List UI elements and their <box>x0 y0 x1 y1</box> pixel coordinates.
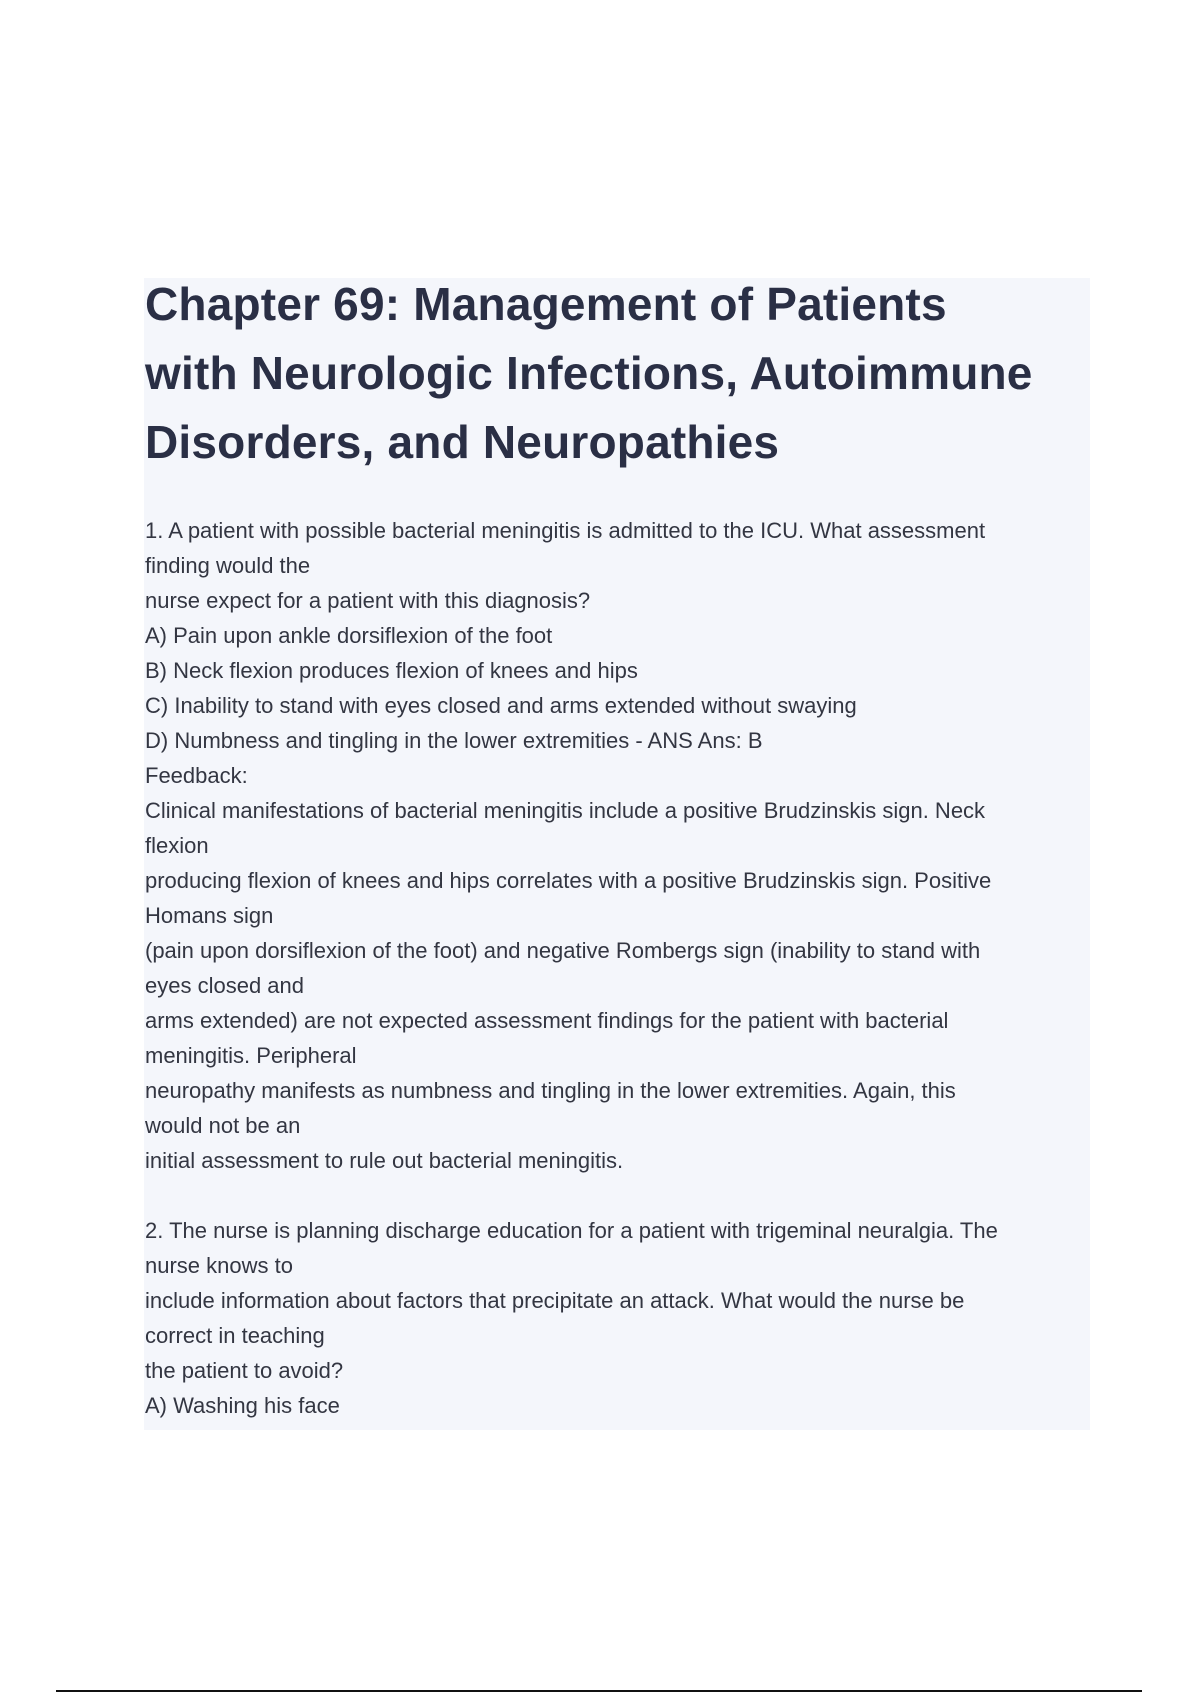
question-1-line: finding would the <box>145 553 311 578</box>
question-1 <box>145 513 1090 1423</box>
feedback-line: meningitis. Peripheral <box>145 1043 357 1068</box>
question-2-line: 2. The nurse is planning discharge education for a patient with trigeminal neuralgia. The <box>145 1218 998 1243</box>
option-a: A) Pain upon ankle dorsiflexion of the foot <box>145 623 553 648</box>
option-b: B) Neck flexion produces flexion of knees and hips <box>145 658 638 683</box>
paragraph-spacer <box>145 1178 1090 1213</box>
question-1-line: nurse expect for a patient with this diagnosis? <box>145 588 591 613</box>
feedback-line: flexion <box>145 833 209 858</box>
title-line: with Neurologic Infections, Autoimmune <box>145 347 1033 399</box>
question-2-line: include information about factors that precipitate an attack. What would the nurse be <box>145 1288 965 1313</box>
feedback-line: Clinical manifestations of bacterial meningitis include a positive Brudzinskis sign. Neck <box>145 798 986 823</box>
page-bottom-rule <box>56 1690 1142 1692</box>
question-2-line: nurse knows to <box>145 1253 293 1278</box>
option-c: C) Inability to stand with eyes closed and arms extended without swaying <box>145 693 857 718</box>
title-line: Disorders, and Neuropathies <box>145 416 780 468</box>
feedback-label: Feedback: <box>145 763 248 788</box>
option-d-answer: D) Numbness and tingling in the lower extremities - ANS Ans: B <box>145 728 763 753</box>
feedback-line: Homans sign <box>145 903 274 928</box>
feedback-line: producing flexion of knees and hips correlates with a positive Brudzinskis sign. Positive <box>145 868 992 893</box>
title-line: Chapter 69: Management of Patients <box>145 278 947 330</box>
feedback-line: initial assessment to rule out bacterial meningitis. <box>145 1148 624 1173</box>
feedback-line: arms extended) are not expected assessment findings for the patient with bacterial <box>145 1008 949 1033</box>
option-a: A) Washing his face <box>145 1393 340 1418</box>
question-1-line: 1. A patient with possible bacterial meningitis is admitted to the ICU. What assessment <box>145 518 986 543</box>
question-2-line: correct in teaching <box>145 1323 325 1348</box>
feedback-line: eyes closed and <box>145 973 304 998</box>
feedback-line: (pain upon dorsiflexion of the foot) and negative Rombergs sign (inability to stand with <box>145 938 981 963</box>
question-2-line: the patient to avoid? <box>145 1358 344 1383</box>
chapter-title <box>145 270 1085 477</box>
feedback-line: would not be an <box>145 1113 301 1138</box>
feedback-line: neuropathy manifests as numbness and tingling in the lower extremities. Again, this <box>145 1078 956 1103</box>
